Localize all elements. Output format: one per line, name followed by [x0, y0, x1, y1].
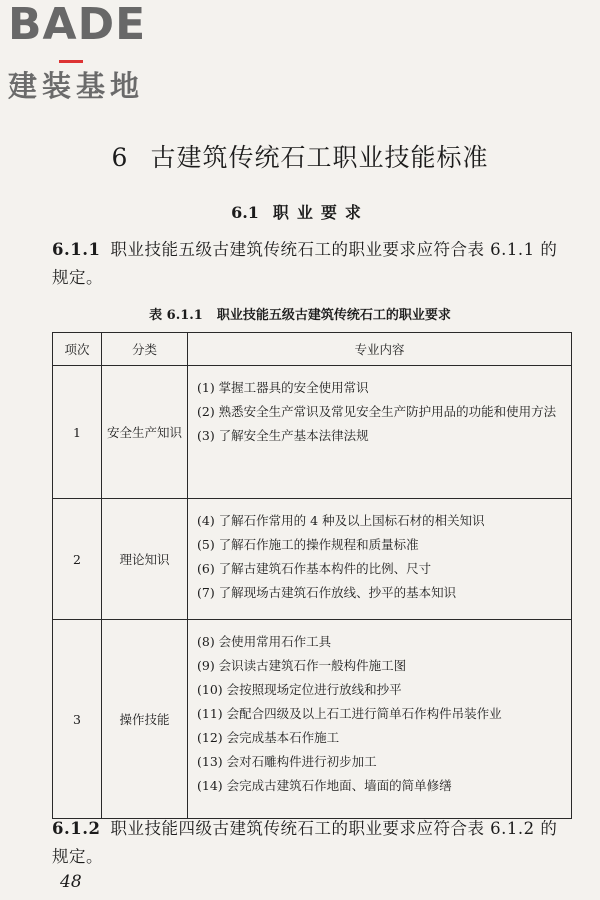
logo-subtitle: 建装基地: [8, 69, 145, 103]
content-item: (12) 会完成基本石作施工: [197, 730, 340, 745]
table-caption: [0, 304, 600, 323]
header-category: 分类: [102, 333, 188, 366]
content-item: (11) 会配合四级及以上石工进行简单石作构件吊装作业: [197, 706, 502, 721]
row-category: 安全生产知识: [102, 366, 188, 499]
logo-accent-bar: [59, 60, 83, 63]
content-item: (1) 掌握工器具的安全使用常识: [197, 380, 369, 395]
row-content: [188, 499, 572, 620]
row-number: 3: [53, 620, 102, 819]
clause-paragraph: [52, 236, 572, 292]
content-item: (10) 会按照现场定位进行放线和抄平: [197, 682, 402, 697]
content-item: (5) 了解石作施工的操作规程和质量标准: [197, 537, 419, 552]
section-title: [0, 200, 600, 223]
table-row: [53, 499, 572, 620]
content-item: (13) 会对石雕构件进行初步加工: [197, 754, 377, 769]
row-number: 1: [53, 366, 102, 499]
content-item: (2) 熟悉安全生产常识及常见安全生产防护用品的功能和使用方法: [197, 404, 557, 419]
header-content: 专业内容: [188, 333, 572, 366]
requirements-table: [52, 332, 572, 819]
table-title: 职业技能五级古建筑传统石工的职业要求: [216, 308, 451, 323]
logo-wordmark: BADE: [8, 0, 147, 50]
table-row: [53, 366, 572, 499]
section-number: 6.1: [231, 203, 259, 222]
table-number: 表 6.1.1: [149, 308, 203, 323]
section-title-text: 职业要求: [272, 203, 369, 222]
row-category: 操作技能: [102, 620, 188, 819]
clause-text: 职业技能五级古建筑传统石工的职业要求应符合表 6.1.1 的规定。: [52, 240, 558, 287]
chapter-title-text: 古建筑传统石工职业技能标准: [150, 143, 489, 172]
clause-number: 6.1.2: [52, 819, 101, 838]
content-item: (9) 会识读古建筑石作一般构件施工图: [197, 658, 407, 673]
content-item: (3) 了解安全生产基本法律法规: [197, 428, 369, 443]
content-item: (7) 了解现场古建筑石作放线、抄平的基本知识: [197, 585, 457, 600]
page-number: 48: [60, 872, 82, 892]
row-content: [188, 620, 572, 819]
chapter-number: 6: [111, 143, 129, 172]
clause-number: 6.1.1: [52, 240, 101, 259]
row-category: 理论知识: [102, 499, 188, 620]
content-item: (6) 了解古建筑石作基本构件的比例、尺寸: [197, 561, 432, 576]
content-item: (14) 会完成古建筑石作地面、墙面的简单修缮: [197, 778, 452, 793]
content-item: (8) 会使用常用石作工具: [197, 634, 332, 649]
table-row: [53, 620, 572, 819]
clause-text: 职业技能四级古建筑传统石工的职业要求应符合表 6.1.2 的规定。: [52, 819, 558, 866]
header-no: 项次: [53, 333, 102, 366]
table-header-row: [53, 333, 572, 366]
row-number: 2: [53, 499, 102, 620]
chapter-title: [0, 138, 600, 174]
content-item: (4) 了解石作常用的 4 种及以上国标石材的相关知识: [197, 513, 485, 528]
clause-paragraph: [52, 815, 572, 871]
row-content: [188, 366, 572, 499]
site-logo: [8, 2, 146, 102]
